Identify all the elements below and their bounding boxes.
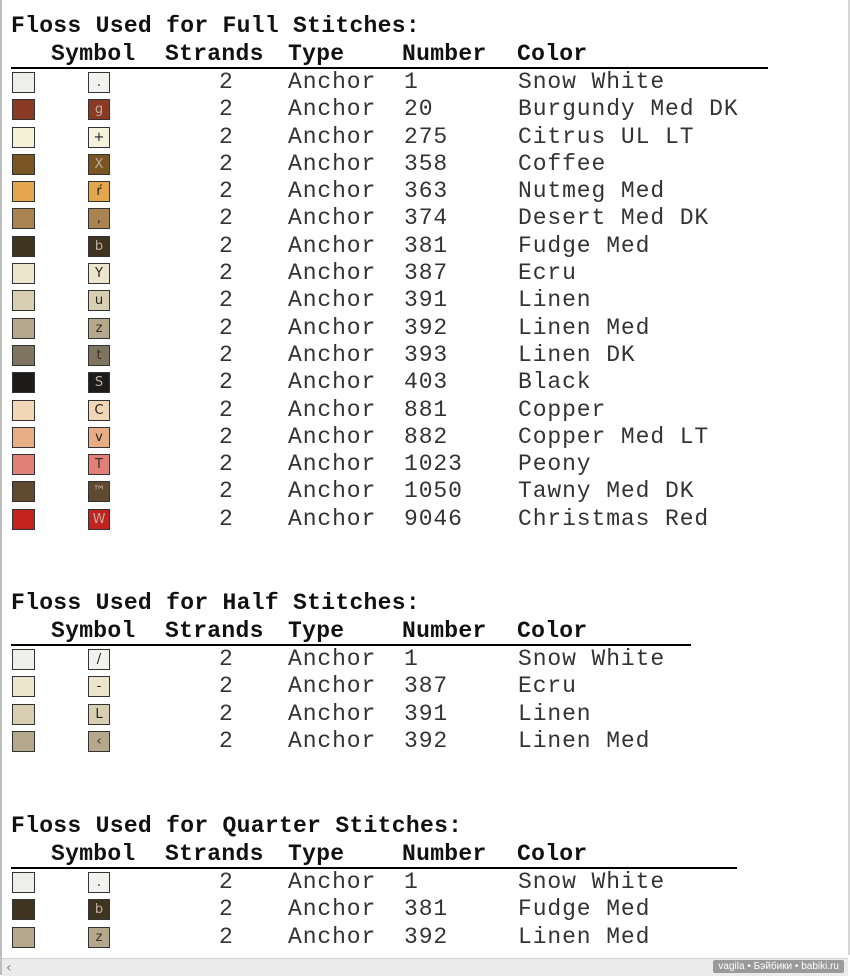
strands-cell: 2: [219, 205, 234, 232]
color-swatch: [12, 899, 35, 920]
type-cell: Anchor: [288, 423, 377, 450]
number-cell: 363: [404, 178, 449, 205]
type-cell: Anchor: [288, 314, 377, 341]
table-header: [11, 840, 737, 866]
strands-cell: 2: [219, 423, 234, 450]
header-type: Type: [288, 618, 345, 644]
watermark: vagila • Бэйбики • babiki.ru: [713, 960, 844, 973]
color-swatch: [12, 181, 35, 202]
table-row: [11, 451, 768, 478]
symbol-box: ŕ: [88, 181, 110, 202]
strands-cell: 2: [219, 673, 234, 700]
floss-table-body: [11, 69, 768, 533]
number-cell: 392: [404, 727, 449, 754]
type-cell: Anchor: [288, 896, 377, 923]
color-name-cell: Citrus UL LT: [518, 123, 695, 150]
color-swatch: [12, 290, 35, 311]
number-cell: 381: [404, 896, 449, 923]
symbol-box: S: [88, 372, 110, 393]
number-cell: 381: [404, 232, 449, 259]
strands-cell: 2: [219, 896, 234, 923]
header-strands: Strands: [165, 841, 264, 867]
header-number: Number: [402, 841, 487, 867]
strands-cell: 2: [219, 396, 234, 423]
color-name-cell: Fudge Med: [518, 896, 651, 923]
header-symbol: Symbol: [51, 841, 136, 867]
color-swatch: [12, 127, 35, 148]
full-stitches-section: [11, 12, 768, 533]
table-row: [11, 178, 768, 205]
color-name-cell: Tawny Med DK: [518, 478, 695, 505]
table-row: [11, 315, 768, 342]
number-cell: 1: [404, 69, 419, 95]
table-row: [11, 96, 768, 123]
quarter-stitches-section: [11, 812, 737, 951]
window-left-edge: [0, 0, 2, 975]
table-row: [11, 151, 768, 178]
symbol-box: ‹: [88, 731, 110, 752]
type-cell: Anchor: [288, 150, 377, 177]
table-row: [11, 233, 768, 260]
number-cell: 387: [404, 673, 449, 700]
number-cell: 20: [404, 96, 434, 123]
color-name-cell: Linen DK: [518, 341, 636, 368]
number-cell: 403: [404, 369, 449, 396]
strands-cell: 2: [219, 69, 234, 95]
color-swatch: [12, 400, 35, 421]
color-swatch: [12, 731, 35, 752]
header-number: Number: [402, 41, 487, 67]
symbol-box: ,: [88, 208, 110, 229]
color-name-cell: Snow White: [518, 69, 666, 95]
strands-cell: 2: [219, 369, 234, 396]
color-swatch: [12, 676, 35, 697]
symbol-box: ™: [88, 481, 110, 502]
type-cell: Anchor: [288, 478, 377, 505]
color-swatch: [12, 872, 35, 893]
type-cell: Anchor: [288, 869, 377, 895]
color-swatch: [12, 454, 35, 475]
table-row: [11, 287, 768, 314]
symbol-box: z: [88, 927, 110, 948]
type-cell: Anchor: [288, 727, 377, 754]
type-cell: Anchor: [288, 232, 377, 259]
color-swatch: [12, 481, 35, 502]
number-cell: 1: [404, 869, 419, 895]
number-cell: 391: [404, 287, 449, 314]
number-cell: 1: [404, 646, 419, 672]
color-name-cell: Desert Med DK: [518, 205, 710, 232]
symbol-box: u: [88, 290, 110, 311]
strands-cell: 2: [219, 123, 234, 150]
strands-cell: 2: [219, 178, 234, 205]
table-row: [11, 260, 768, 287]
strands-cell: 2: [219, 451, 234, 478]
table-header: [11, 40, 768, 66]
header-strands: Strands: [165, 41, 264, 67]
symbol-box: W: [88, 509, 110, 530]
table-row: [11, 369, 768, 396]
table-row: [11, 728, 691, 755]
symbol-box: L: [88, 704, 110, 725]
number-cell: 393: [404, 341, 449, 368]
strands-cell: 2: [219, 341, 234, 368]
table-row: [11, 506, 768, 533]
strands-cell: 2: [219, 646, 234, 672]
scroll-left-icon[interactable]: ‹: [6, 960, 12, 976]
color-swatch: [12, 99, 35, 120]
header-type: Type: [288, 841, 345, 867]
type-cell: Anchor: [288, 69, 377, 95]
table-row: [11, 205, 768, 232]
color-name-cell: Coffee: [518, 150, 607, 177]
symbol-box: +: [88, 127, 110, 148]
symbol-box: b: [88, 236, 110, 257]
table-row: [11, 397, 768, 424]
number-cell: 387: [404, 260, 449, 287]
symbol-box: T: [88, 454, 110, 475]
color-name-cell: Black: [518, 369, 592, 396]
color-name-cell: Snow White: [518, 646, 666, 672]
color-name-cell: Linen: [518, 287, 592, 314]
header-number: Number: [402, 618, 487, 644]
header-color: Color: [517, 41, 588, 67]
table-row: [11, 342, 768, 369]
color-swatch: [12, 208, 35, 229]
color-name-cell: Copper Med LT: [518, 423, 710, 450]
color-name-cell: Snow White: [518, 869, 666, 895]
table-row: [11, 673, 691, 700]
number-cell: 1050: [404, 478, 463, 505]
strands-cell: 2: [219, 727, 234, 754]
color-swatch: [12, 927, 35, 948]
symbol-box: .: [88, 72, 110, 93]
symbol-box: v: [88, 427, 110, 448]
color-swatch: [12, 509, 35, 530]
color-swatch: [12, 649, 35, 670]
section-title: Floss Used for Full Stitches:: [11, 13, 420, 39]
color-swatch: [12, 345, 35, 366]
strands-cell: 2: [219, 287, 234, 314]
table-row: [11, 646, 691, 673]
symbol-box: z: [88, 318, 110, 339]
color-swatch: [12, 318, 35, 339]
color-name-cell: Fudge Med: [518, 232, 651, 259]
table-row: [11, 424, 768, 451]
symbol-box: X: [88, 154, 110, 175]
number-cell: 391: [404, 700, 449, 727]
header-type: Type: [288, 41, 345, 67]
color-name-cell: Linen Med: [518, 727, 651, 754]
header-color: Color: [517, 841, 588, 867]
color-swatch: [12, 72, 35, 93]
number-cell: 374: [404, 205, 449, 232]
symbol-box: t: [88, 345, 110, 366]
symbol-box: C: [88, 400, 110, 421]
color-name-cell: Christmas Red: [518, 505, 710, 532]
type-cell: Anchor: [288, 396, 377, 423]
type-cell: Anchor: [288, 123, 377, 150]
type-cell: Anchor: [288, 646, 377, 672]
strands-cell: 2: [219, 314, 234, 341]
color-swatch: [12, 154, 35, 175]
header-strands: Strands: [165, 618, 264, 644]
type-cell: Anchor: [288, 205, 377, 232]
strands-cell: 2: [219, 923, 234, 950]
number-cell: 881: [404, 396, 449, 423]
type-cell: Anchor: [288, 505, 377, 532]
symbol-box: g: [88, 99, 110, 120]
color-name-cell: Burgundy Med DK: [518, 96, 739, 123]
strands-cell: 2: [219, 505, 234, 532]
strands-cell: 2: [219, 700, 234, 727]
symbol-box: /: [88, 649, 110, 670]
color-name-cell: Copper: [518, 396, 607, 423]
type-cell: Anchor: [288, 96, 377, 123]
type-cell: Anchor: [288, 341, 377, 368]
strands-cell: 2: [219, 96, 234, 123]
type-cell: Anchor: [288, 287, 377, 314]
type-cell: Anchor: [288, 369, 377, 396]
color-name-cell: Ecru: [518, 673, 577, 700]
color-swatch: [12, 236, 35, 257]
table-row: [11, 924, 737, 951]
type-cell: Anchor: [288, 178, 377, 205]
number-cell: 392: [404, 923, 449, 950]
color-name-cell: Linen: [518, 700, 592, 727]
color-name-cell: Linen Med: [518, 314, 651, 341]
strands-cell: 2: [219, 232, 234, 259]
number-cell: 1023: [404, 451, 463, 478]
header-color: Color: [517, 618, 588, 644]
type-cell: Anchor: [288, 923, 377, 950]
type-cell: Anchor: [288, 700, 377, 727]
half-stitches-section: [11, 589, 691, 755]
color-swatch: [12, 427, 35, 448]
strands-cell: 2: [219, 478, 234, 505]
strands-cell: 2: [219, 260, 234, 287]
color-swatch: [12, 263, 35, 284]
color-name-cell: Ecru: [518, 260, 577, 287]
number-cell: 358: [404, 150, 449, 177]
table-row: [11, 69, 768, 96]
symbol-box: b: [88, 899, 110, 920]
table-row: [11, 478, 768, 505]
color-swatch: [12, 372, 35, 393]
number-cell: 9046: [404, 505, 463, 532]
section-title: Floss Used for Quarter Stitches:: [11, 813, 463, 839]
strands-cell: 2: [219, 869, 234, 895]
symbol-box: Y: [88, 263, 110, 284]
type-cell: Anchor: [288, 673, 377, 700]
number-cell: 275: [404, 123, 449, 150]
table-row: [11, 896, 737, 923]
number-cell: 882: [404, 423, 449, 450]
floss-table-body: [11, 869, 737, 951]
table-row: [11, 124, 768, 151]
header-symbol: Symbol: [51, 618, 136, 644]
symbol-box: -: [88, 676, 110, 697]
header-symbol: Symbol: [51, 41, 136, 67]
floss-table-body: [11, 646, 691, 755]
strands-cell: 2: [219, 150, 234, 177]
table-header: [11, 617, 691, 643]
symbol-box: .: [88, 872, 110, 893]
table-row: [11, 869, 737, 896]
type-cell: Anchor: [288, 260, 377, 287]
color-swatch: [12, 704, 35, 725]
color-name-cell: Linen Med: [518, 923, 651, 950]
number-cell: 392: [404, 314, 449, 341]
type-cell: Anchor: [288, 451, 377, 478]
color-name-cell: Peony: [518, 451, 592, 478]
section-title: Floss Used for Half Stitches:: [11, 590, 420, 616]
table-row: [11, 701, 691, 728]
color-name-cell: Nutmeg Med: [518, 178, 666, 205]
